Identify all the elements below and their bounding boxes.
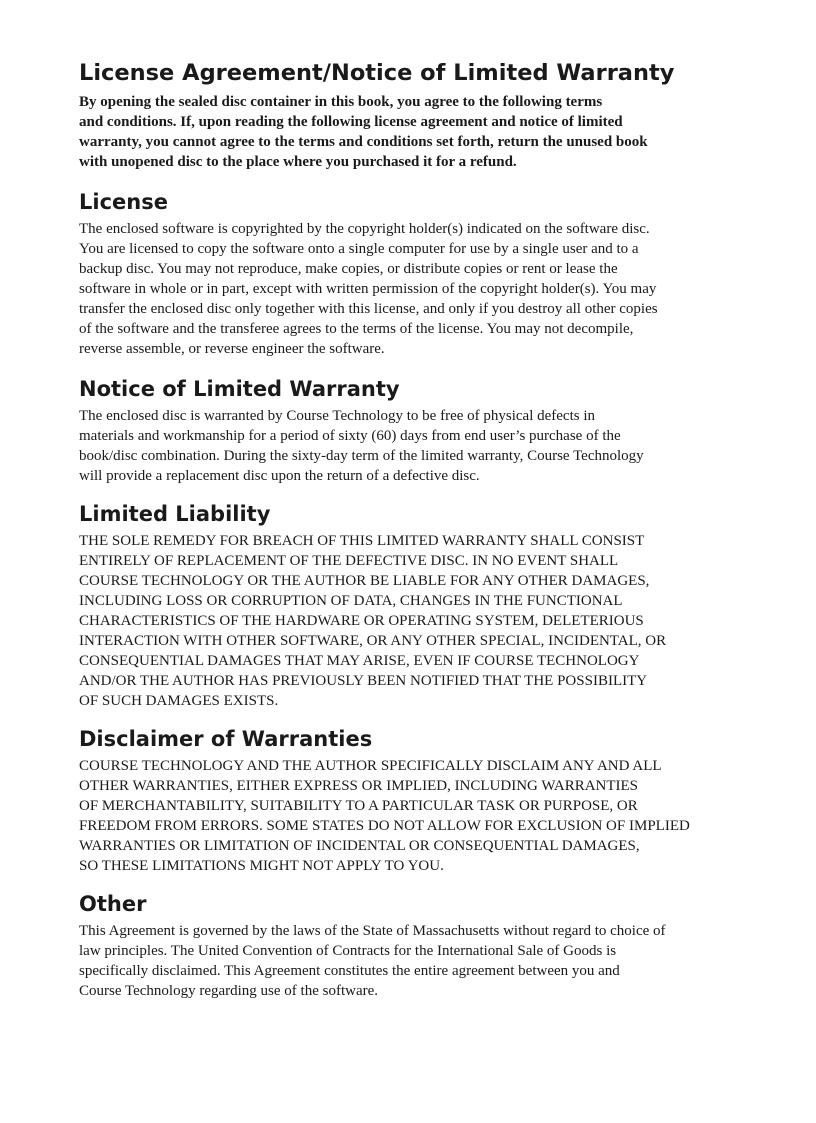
- body-line: CHARACTERISTICS OF THE HARDWARE OR OPERATING SYSTEM, DELETERIOUS: [79, 613, 644, 629]
- body-line: backup disc. You may not reproduce, make copies, or distribute copies or rent or lease the: [79, 261, 618, 277]
- section-limited-warranty: [79, 375, 741, 486]
- body-line: SO THESE LIMITATIONS MIGHT NOT APPLY TO YOU.: [79, 858, 444, 874]
- body-line: ENTIRELY OF REPLACEMENT OF THE DEFECTIVE DISC. IN NO EVENT SHALL: [79, 553, 619, 569]
- section-body-disclaimer: [79, 756, 741, 876]
- body-line: materials and workmanship for a period of sixty (60) days from end user’s purchase of the: [79, 428, 621, 444]
- body-line: The enclosed disc is warranted by Course Technology to be free of physical defects in: [79, 408, 596, 424]
- section-limited-liability: [79, 500, 741, 711]
- section-disclaimer-of-warranties: [79, 725, 741, 876]
- body-line: Course Technology regarding use of the software.: [79, 983, 379, 999]
- body-line: OF SUCH DAMAGES EXISTS.: [79, 693, 279, 709]
- body-line: transfer the enclosed disc only together with this license, and only if you destroy all other copies: [79, 301, 658, 317]
- section-heading-other: Other: [79, 892, 147, 916]
- intro-paragraph: [79, 92, 741, 172]
- section-heading-limited-liability: Limited Liability: [79, 502, 271, 526]
- body-line: software in whole or in part, except with written permission of the copyright holder(s). You may: [79, 281, 657, 297]
- body-line: WARRANTIES OR LIMITATION OF INCIDENTAL OR CONSEQUENTIAL DAMAGES,: [79, 838, 640, 854]
- intro-line: warranty, you cannot agree to the terms and conditions set forth, return the unused book: [79, 134, 648, 150]
- body-line: COURSE TECHNOLOGY OR THE AUTHOR BE LIABLE FOR ANY OTHER DAMAGES,: [79, 573, 650, 589]
- body-line: This Agreement is governed by the laws of the State of Massachusetts without regard to choice of: [79, 923, 666, 939]
- section-heading-disclaimer: Disclaimer of Warranties: [79, 727, 373, 751]
- section-body-license: [79, 219, 741, 359]
- body-line: book/disc combination. During the sixty-day term of the limited warranty, Course Technology: [79, 448, 644, 464]
- section-body-limited-liability: [79, 531, 741, 711]
- intro-line: By opening the sealed disc container in this book, you agree to the following terms: [79, 94, 603, 110]
- section-other: [79, 890, 741, 1001]
- body-line: reverse assemble, or reverse engineer the software.: [79, 341, 385, 357]
- body-line: AND/OR THE AUTHOR HAS PREVIOUSLY BEEN NOTIFIED THAT THE POSSIBILITY: [79, 673, 648, 689]
- body-line: of the software and the transferee agrees to the terms of the license. You may not decompile,: [79, 321, 634, 337]
- section-body-limited-warranty: [79, 406, 741, 486]
- section-heading-limited-warranty: Notice of Limited Warranty: [79, 377, 400, 401]
- body-line: specifically disclaimed. This Agreement constitutes the entire agreement between you and: [79, 963, 620, 979]
- section-body-other: [79, 921, 741, 1001]
- section-heading-license: License: [79, 190, 168, 214]
- body-line: INCLUDING LOSS OR CORRUPTION OF DATA, CHANGES IN THE FUNCTIONAL: [79, 593, 623, 609]
- body-line: THE SOLE REMEDY FOR BREACH OF THIS LIMITED WARRANTY SHALL CONSIST: [79, 533, 645, 549]
- body-line: The enclosed software is copyrighted by the copyright holder(s) indicated on the software disc.: [79, 221, 650, 237]
- body-line: CONSEQUENTIAL DAMAGES THAT MAY ARISE, EVEN IF COURSE TECHNOLOGY: [79, 653, 640, 669]
- body-line: law principles. The United Convention of Contracts for the International Sale of Goods is: [79, 943, 617, 959]
- license-document: [79, 58, 741, 1001]
- page-title: License Agreement/Notice of Limited Warranty: [79, 60, 675, 86]
- body-line: INTERACTION WITH OTHER SOFTWARE, OR ANY OTHER SPECIAL, INCIDENTAL, OR: [79, 633, 667, 649]
- intro-line: and conditions. If, upon reading the following license agreement and notice of limited: [79, 114, 623, 130]
- body-line: OF MERCHANTABILITY, SUITABILITY TO A PARTICULAR TASK OR PURPOSE, OR: [79, 798, 638, 814]
- section-license: [79, 188, 741, 359]
- body-line: OTHER WARRANTIES, EITHER EXPRESS OR IMPLIED, INCLUDING WARRANTIES: [79, 778, 639, 794]
- intro-line: with unopened disc to the place where you purchased it for a refund.: [79, 154, 517, 170]
- body-line: COURSE TECHNOLOGY AND THE AUTHOR SPECIFICALLY DISCLAIM ANY AND ALL: [79, 758, 662, 774]
- body-line: will provide a replacement disc upon the return of a defective disc.: [79, 468, 480, 484]
- body-line: You are licensed to copy the software onto a single computer for use by a single user and to a: [79, 241, 639, 257]
- body-line: FREEDOM FROM ERRORS. SOME STATES DO NOT ALLOW FOR EXCLUSION OF IMPLIED: [79, 818, 690, 834]
